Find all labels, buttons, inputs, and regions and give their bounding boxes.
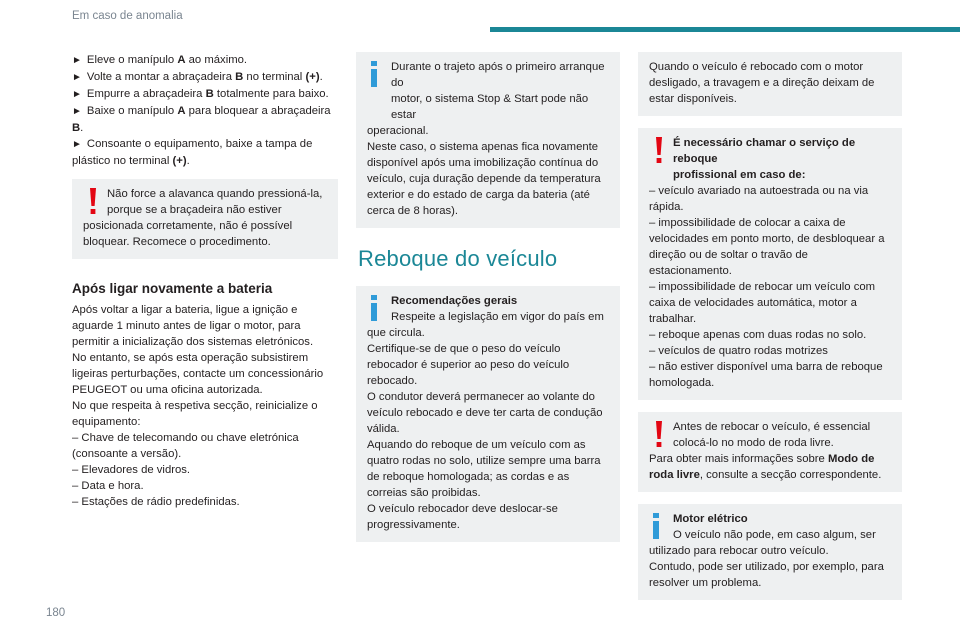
arrow-right-icon: ►	[72, 72, 82, 83]
column-3	[638, 52, 902, 612]
paragraph: Após voltar a ligar a bateria, ligue a ignição e aguarde 1 minuto antes de ligar o motor, para permitir a inicialização dos sistemas eletrónicos.	[72, 304, 314, 348]
box-title: profissional em caso de:	[673, 169, 806, 181]
info-text: O veículo rebocador deve deslocar-se progressivamente.	[367, 503, 558, 531]
dash-item: – veículos de quatro rodas motrizes	[649, 345, 828, 357]
warning-box	[72, 179, 338, 259]
info-text: Contudo, pode ser utilizado, por exemplo, para resolver um problema.	[649, 561, 884, 589]
step-item: ► Baixe o manípulo A para bloquear a abraçadeira B.	[72, 105, 331, 134]
info-text: Aquando do reboque de um veículo com as quatro rodas no solo, utilize sempre uma barra de reboque homologada; as cordas e as correias são proibidas.	[367, 439, 601, 499]
warning-line: porque se a braçadeira não estiver	[107, 204, 282, 216]
arrow-right-icon: ►	[72, 139, 82, 150]
info-line: Respeite a legislação em vigor do país em	[391, 311, 604, 323]
dash-item: – Data e hora.	[72, 480, 144, 492]
arrow-right-icon: ►	[72, 89, 82, 100]
warning-line: Não force a alavanca quando pressioná-la,	[107, 188, 323, 200]
warning-text: Para obter mais informações sobre Modo de roda livre, consulte a secção correspondente.	[649, 453, 882, 481]
arrow-right-icon: ►	[72, 106, 82, 117]
warning-box	[638, 128, 902, 400]
note-text: Quando o veículo é rebocado com o motor desligado, a travagem e a direção deixam de estar disponíveis.	[649, 61, 875, 105]
section-title: Após ligar novamente a bateria	[72, 281, 273, 296]
info-text: Certifique-se de que o peso do veículo rebocador é superior ao peso do veículo rebocado.	[367, 343, 570, 387]
warning-box	[638, 412, 902, 492]
dash-item: – veículo avariado na autoestrada ou na via rápida.	[649, 185, 869, 213]
warning-icon	[86, 188, 100, 216]
step-item: ► Empurre a abraçadeira B totalmente para baixo.	[72, 88, 329, 100]
column-2	[356, 52, 620, 554]
info-text: Neste caso, o sistema apenas fica novamente disponível após uma imobilização contínua do veículo, cuja duração depende da temperatura exterior e do estado de carga da bateria (até cerca de 8 horas).	[367, 141, 601, 217]
info-line: Durante o trajeto após o primeiro arranque do	[391, 61, 605, 89]
dash-item: – Elevadores de vidros.	[72, 464, 191, 476]
dash-item: – não estiver disponível uma barra de reboque homologada.	[649, 361, 883, 389]
arrow-right-icon: ►	[72, 55, 82, 66]
info-text: O condutor deverá permanecer ao volante do veículo rebocado e deve ter carta de condução válida.	[367, 391, 603, 435]
recommendations-box	[356, 286, 620, 542]
box-title: Motor elétrico	[673, 513, 748, 525]
step-item: ► Eleve o manípulo A ao máximo.	[72, 54, 248, 66]
info-box	[638, 504, 902, 600]
info-icon	[367, 295, 381, 321]
page-number: 180	[46, 607, 66, 619]
dash-item: – impossibilidade de colocar a caixa de velocidades em ponto morto, de desbloquear a direção ou de soltar o travão de estacionamento.	[649, 217, 885, 277]
note-box	[638, 52, 902, 116]
paragraph: No que respeita à respetiva secção, reinicialize o equipamento:	[72, 400, 318, 428]
steps-list	[72, 52, 338, 169]
info-text: operacional.	[367, 125, 429, 137]
info-icon	[367, 61, 381, 87]
chapter-title: Reboque do veículo	[358, 246, 558, 271]
paragraph: No entanto, se após esta operação subsistirem ligeiras perturbações, contacte um concessionário PEUGEOT ou uma oficina autorizada.	[72, 352, 324, 396]
info-text: utilizado para rebocar outro veículo.	[649, 545, 829, 557]
info-icon	[649, 513, 663, 539]
info-text: que circula.	[367, 327, 425, 339]
info-line: motor, o sistema Stop & Start pode não estar	[391, 93, 589, 121]
info-line: O veículo não pode, em caso algum, ser	[673, 529, 876, 541]
header-accent-bar	[490, 27, 960, 32]
box-title: Recomendações gerais	[391, 295, 518, 307]
warning-line: colocá-lo no modo de roda livre.	[673, 437, 834, 449]
warning-text: posicionada corretamente, não é possível bloquear. Recomece o procedimento.	[83, 220, 293, 248]
box-title: É necessário chamar o serviço de reboque	[673, 137, 856, 165]
warning-line: Antes de rebocar o veículo, é essencial	[673, 421, 871, 433]
info-box	[356, 52, 620, 228]
dash-item: – impossibilidade de rebocar um veículo com caixa de velocidades automática, motor a trabalhar.	[649, 281, 876, 325]
dash-item: – reboque apenas com duas rodas no solo.	[649, 329, 867, 341]
column-1	[72, 52, 338, 510]
dash-item: – Chave de telecomando ou chave eletrónica (consoante a versão).	[72, 432, 299, 460]
step-item: ► Consoante o equipamento, baixe a tampa de plástico no terminal (+).	[72, 138, 313, 167]
section-header: Em caso de anomalia	[72, 10, 183, 22]
warning-icon	[652, 421, 666, 449]
step-item: ► Volte a montar a abraçadeira B no terminal (+).	[72, 71, 323, 83]
warning-icon	[652, 137, 666, 165]
dash-item: – Estações de rádio predefinidas.	[72, 496, 240, 508]
